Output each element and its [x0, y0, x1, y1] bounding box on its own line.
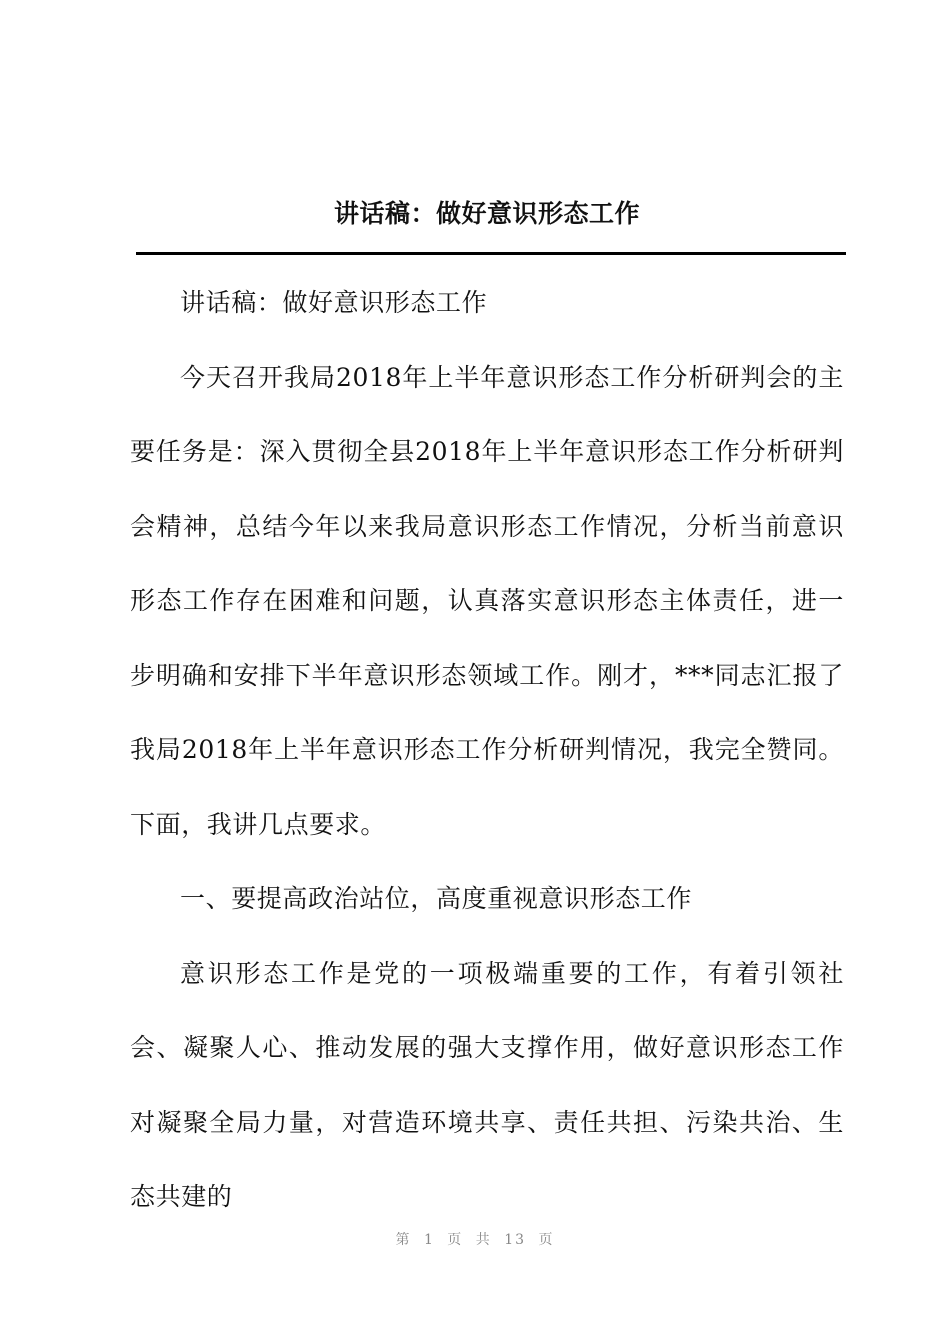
title-divider	[136, 252, 846, 255]
document-body	[130, 266, 844, 1235]
paragraph-heading-repeat: 讲话稿：做好意识形态工作	[180, 288, 488, 317]
paragraph-intro: 今天召开我局2018年上半年意识形态工作分析研判会的主要任务是：深入贯彻全县2018年上半年意识形态工作分析研判会精神，总结今年以来我局意识形态工作情况，分析当前意识形态工作存在困难和问题，认真落实意识形态主体责任，进一步明确和安排下半年意识形态领域工作。刚才，***同志汇报了我局2018年上半年意识形态工作分析研判情况，我完全赞同。下面，我讲几点要求。	[130, 362, 844, 839]
paragraph-section-heading: 一、要提高政治站位，高度重视意识形态工作	[180, 884, 693, 913]
document-title: 讲话稿：做好意识形态工作	[333, 199, 640, 228]
paragraph-section-body: 意识形态工作是党的一项极端重要的工作，有着引领社会、凝聚人心、推动发展的强大支撑作用，做好意识形态工作对凝聚全局力量，对营造环境共享、责任共担、污染共治、生态共建的	[130, 958, 844, 1211]
page-number-footer: 第 1 页 共 13 页	[395, 1232, 555, 1248]
